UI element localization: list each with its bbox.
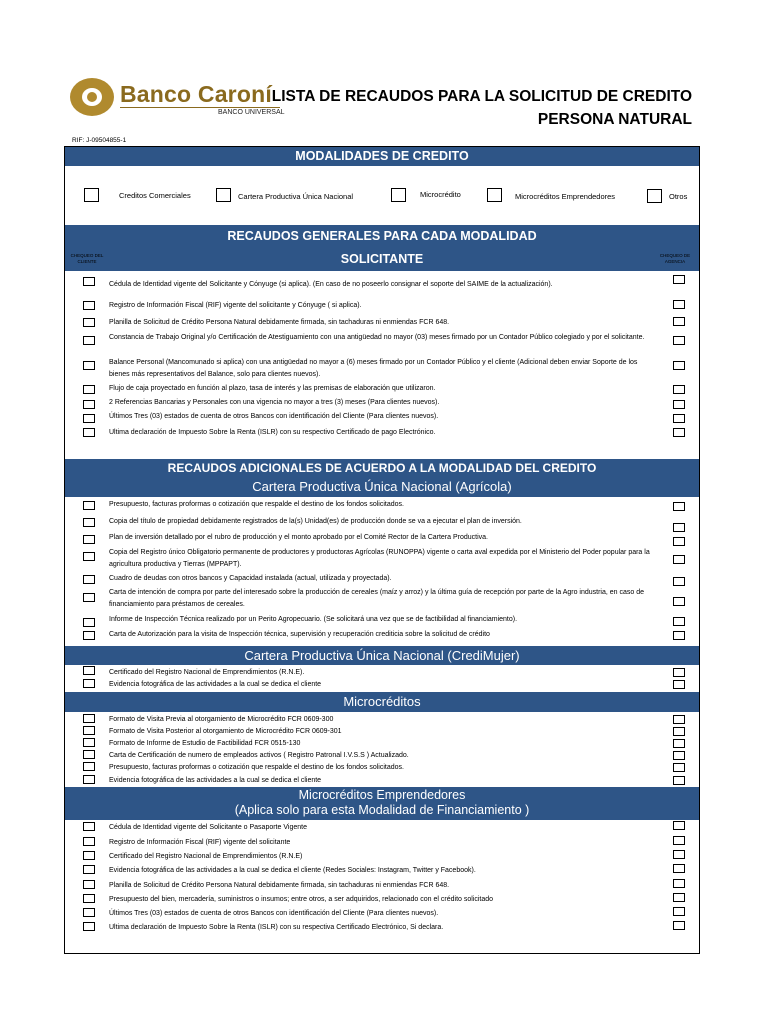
checkbox-microcreditos-emprendedores[interactable]: [487, 188, 502, 202]
requirement-text: Balance Personal (Mancomunado si aplica) con una antigüedad no mayor a (6) meses firmado por un Contador Público y el cliente (Adicional deben enviar Soporte de los bienes más representativos del Balance, solo para clientes nuevos).: [109, 359, 638, 378]
client-checkbox[interactable]: [83, 822, 95, 831]
checkbox-microcredito[interactable]: [391, 188, 406, 202]
requirement-text: Cédula de Identidad vigente del Solicitante y Cónyuge (si aplica). (En caso de no poseerlo consignar el soporte del SAIME de la actualización).: [109, 281, 553, 288]
agency-checkbox[interactable]: [673, 680, 685, 689]
agency-checkbox[interactable]: [673, 361, 685, 370]
option-label: Otros: [669, 192, 688, 201]
requirement-text: Evidencia fotográfica de las actividades a la cual se dedica el cliente (Redes Sociales: Instagram, Twitter y Facebook).: [109, 867, 476, 874]
agency-checkbox[interactable]: [673, 907, 685, 916]
client-checkbox[interactable]: [83, 593, 95, 602]
requirement-text: Carta de Certificación de numero de empleados activos ( Registro Patronal I.V.S.S ) Actualizado.: [109, 752, 409, 759]
client-checkbox[interactable]: [83, 851, 95, 860]
client-checkbox[interactable]: [83, 552, 95, 561]
client-checkbox[interactable]: [83, 922, 95, 931]
client-checkbox[interactable]: [83, 880, 95, 889]
agency-checkbox[interactable]: [673, 577, 685, 586]
client-checkbox[interactable]: [83, 575, 95, 584]
agency-check-header: CHEQUEO DE AGENCIA: [659, 253, 691, 264]
agency-checkbox[interactable]: [673, 879, 685, 888]
subsection-header-emprendedores: [65, 787, 699, 820]
subsection-title: Microcréditos: [343, 694, 421, 709]
agency-checkbox[interactable]: [673, 555, 685, 564]
agency-checkbox[interactable]: [673, 400, 685, 409]
subsection-title: Cartera Productiva Única Nacional (Agrícola): [252, 479, 512, 494]
section-subtitle: SOLICITANTE: [340, 252, 424, 266]
subsection-header-agricola: [65, 477, 699, 497]
client-checkbox[interactable]: [83, 865, 95, 874]
bank-logo: [70, 78, 290, 122]
agency-checkbox[interactable]: [673, 300, 685, 309]
section-header-generales: [65, 225, 699, 271]
client-checkbox[interactable]: [83, 726, 95, 735]
client-checkbox[interactable]: [83, 679, 95, 688]
agency-checkbox[interactable]: [673, 502, 685, 511]
requirement-text: Copia del Registro único Obligatorio permanente de productores y productoras Agrícolas (RUNOPPA) vigente o carta aval expedida por el Ministerio del Poder popular para la agricultura productiva y Tierras (MPPAPT).: [109, 549, 650, 568]
requirement-text: Formato de Informe de Estudio de Factibilidad FCR 0515-130: [109, 740, 301, 747]
client-checkbox[interactable]: [83, 631, 95, 640]
requirement-text: Copia del título de propiedad debidamente registrados de la(s) Unidad(es) de producción donde se va a ejecutar el plan de inversión.: [109, 518, 522, 525]
client-checkbox[interactable]: [83, 837, 95, 846]
agency-checkbox[interactable]: [673, 893, 685, 902]
agency-checkbox[interactable]: [673, 537, 685, 546]
option-label: Creditos Comerciales: [119, 191, 191, 200]
requirement-text: Plan de inversión detallado por el rubro de producción y el monto aprobado por el Comité Rector de la Cartera Productiva.: [109, 534, 488, 541]
requirement-text: Cédula de Identidad vigente del Solicitante o Pasaporte Vigente: [109, 824, 307, 831]
client-checkbox[interactable]: [83, 385, 95, 394]
agency-checkbox[interactable]: [673, 821, 685, 830]
client-checkbox[interactable]: [83, 501, 95, 510]
client-checkbox[interactable]: [83, 738, 95, 747]
client-checkbox[interactable]: [83, 428, 95, 437]
agency-checkbox[interactable]: [673, 317, 685, 326]
client-checkbox[interactable]: [83, 762, 95, 771]
agency-checkbox[interactable]: [673, 776, 685, 785]
client-checkbox[interactable]: [83, 277, 95, 286]
requirement-text: Planilla de Solicitud de Crédito Persona Natural debidamente firmada, sin tachaduras ni enmiendas FCR 648.: [109, 319, 450, 326]
requirement-text: Carta de Autorización para la visita de Inspección técnica, supervisión y recuperación crediticia sobre la solicitud de crédito: [109, 631, 490, 638]
agency-checkbox[interactable]: [673, 921, 685, 930]
section-title: MODALIDADES DE CREDITO: [295, 149, 469, 163]
agency-checkbox[interactable]: [673, 597, 685, 606]
client-checkbox[interactable]: [83, 775, 95, 784]
option-label: Cartera Productiva Única Nacional: [238, 192, 354, 201]
requirement-text: Evidencia fotográfica de las actividades a la cual se dedica el cliente: [109, 681, 322, 688]
client-checkbox[interactable]: [83, 318, 95, 327]
checkbox-creditos-comerciales[interactable]: [84, 188, 99, 202]
client-checkbox[interactable]: [83, 618, 95, 627]
agency-checkbox[interactable]: [673, 631, 685, 640]
bank-subtitle: BANCO UNIVERSAL: [218, 109, 285, 116]
requirement-text: Evidencia fotográfica de las actividades a la cual se dedica el cliente: [109, 777, 322, 784]
section-title: RECAUDOS GENERALES PARA CADA MODALIDAD: [227, 229, 537, 243]
client-checkbox[interactable]: [83, 714, 95, 723]
requirement-text: Informe de Inspección Técnica realizado por un Perito Agropecuario. (Se solicitará una vez que se de factibilidad al financiamiento).: [109, 616, 518, 623]
requirement-text: Presupuesto, facturas proformas o cotización que respalde el destino de los fondos solicitados.: [109, 764, 404, 771]
agency-checkbox[interactable]: [673, 836, 685, 845]
client-checkbox[interactable]: [83, 518, 95, 527]
client-checkbox[interactable]: [83, 666, 95, 675]
agency-checkbox[interactable]: [673, 763, 685, 772]
client-checkbox[interactable]: [83, 361, 95, 370]
requirement-text: Últimos Tres (03) estados de cuenta de otros Bancos con identificación del Cliente (Para clientes nuevos).: [109, 413, 439, 420]
rif-number: RIF: J-09504855-1: [72, 137, 127, 144]
client-checkbox[interactable]: [83, 414, 95, 423]
section-header-adicionales: [65, 459, 699, 477]
section-header-modalidades: [65, 147, 699, 166]
subsection-subtitle: (Aplica solo para esta Modalidad de Financiamiento ): [234, 803, 530, 817]
bank-name: Banco Caroní: [120, 81, 272, 107]
agency-checkbox[interactable]: [673, 864, 685, 873]
agency-checkbox[interactable]: [673, 385, 685, 394]
agency-checkbox[interactable]: [673, 850, 685, 859]
agency-checkbox[interactable]: [673, 523, 685, 532]
requirement-text: Formato de Visita Previa al otorgamiento de Microcrédito FCR 0609-300: [109, 716, 334, 723]
client-checkbox[interactable]: [83, 336, 95, 345]
client-checkbox[interactable]: [83, 535, 95, 544]
requirement-text: Registro de Información Fiscal (RIF) vigente del solicitante y Cónyuge ( si aplica).: [109, 302, 362, 309]
subsection-header-microcreditos: [65, 692, 699, 712]
requirement-text: Últimos Tres (03) estados de cuenta de otros Bancos con identificación del Cliente (Para clientes nuevos).: [109, 910, 439, 917]
agency-checkbox[interactable]: [673, 739, 685, 748]
client-checkbox[interactable]: [83, 894, 95, 903]
logo-divider: [120, 107, 280, 108]
requirement-text: Planilla de Solicitud de Crédito Persona Natural debidamente firmada, sin tachaduras ni enmiendas FCR 648.: [109, 882, 450, 889]
agency-checkbox[interactable]: [673, 715, 685, 724]
client-checkbox[interactable]: [83, 301, 95, 310]
requirement-text: Presupuesto, facturas proformas o cotización que respalde el destino de los fondos solicitados.: [109, 501, 404, 508]
requirement-text: Certificado del Registro Nacional de Emprendimientos (R.N.E).: [109, 669, 305, 676]
agency-checkbox[interactable]: [673, 751, 685, 760]
agency-checkbox[interactable]: [673, 275, 685, 284]
requirement-text: Carta de intención de compra por parte del interesado sobre la producción de cereales (maíz y arroz) y la última guía de recepción por parte de la Agro industria, en caso de financiamiento para préstamos de cereales.: [109, 589, 645, 608]
agency-checkbox[interactable]: [673, 336, 685, 345]
agency-checkbox[interactable]: [673, 668, 685, 677]
subsection-title: Microcréditos Emprendedores: [298, 788, 466, 802]
requirement-text: Registro de Información Fiscal (RIF) vigente del solicitante: [109, 839, 291, 846]
subsection-title: Cartera Productiva Única Nacional (CrediMujer): [244, 648, 520, 663]
checkbox-otros[interactable]: [647, 189, 662, 203]
subsection-header-credimujer: [65, 646, 699, 665]
client-checkbox[interactable]: [83, 750, 95, 759]
client-checkbox[interactable]: [83, 908, 95, 917]
requirement-text: Ultima declaración de Impuesto Sobre la Renta (ISLR) con su respectivo Certificado de pago Electrónico.: [109, 429, 436, 436]
document-title: LISTA DE RECAUDOS PARA LA SOLICITUD DE CREDITO: [271, 88, 692, 105]
agency-checkbox[interactable]: [673, 428, 685, 437]
agency-checkbox[interactable]: [673, 617, 685, 626]
client-check-header: CHEQUEO DEL CLIENTE: [70, 253, 104, 264]
requirement-text: Ultima declaración de Impuesto Sobre la Renta (ISLR) con su respectiva Certificado Electrónico, Si declara.: [109, 924, 444, 931]
checkbox-cartera-productiva[interactable]: [216, 188, 231, 202]
option-label: Microcrédito: [420, 190, 461, 199]
requirement-text: Presupuesto del bien, mercadería, suministros o insumos; entre otros, a ser adquiridos, relacionado con el crédito solicitado: [109, 896, 494, 903]
checklist-form: [64, 146, 700, 954]
requirement-text: Flujo de caja proyectado en función al plazo, tasa de interés y las premisas de elaboración que utilizaron.: [109, 385, 436, 392]
requirement-text: Formato de Visita Posterior al otorgamiento de Microcrédito FCR 0609-301: [109, 728, 342, 735]
document-subtitle: PERSONA NATURAL: [537, 111, 692, 128]
agency-checkbox[interactable]: [673, 727, 685, 736]
document-header: [0, 0, 768, 144]
agency-checkbox[interactable]: [673, 414, 685, 423]
requirement-text: Certificado del Registro Nacional de Emprendimientos (R.N.E): [109, 853, 303, 860]
option-label: Microcréditos Emprendedores: [515, 192, 616, 201]
bank-logo-icon: [70, 78, 114, 116]
requirement-text: Constancia de Trabajo Original y/o Certificación de Atestiguamiento con una antigüedad no mayor (03) meses firmado por un Contador Público colegiado y por el solicitante.: [109, 334, 645, 341]
requirement-text: Cuadro de deudas con otros bancos y Capacidad instalada (actual, utilizada y proyectada).: [109, 575, 392, 582]
requirement-text: 2 Referencias Bancarias y Personales con una vigencia no mayor a tres (3) meses (Para clientes nuevos).: [109, 399, 440, 406]
section-title: RECAUDOS ADICIONALES DE ACUERDO A LA MODALIDAD DEL CREDITO: [167, 461, 597, 475]
client-checkbox[interactable]: [83, 400, 95, 409]
